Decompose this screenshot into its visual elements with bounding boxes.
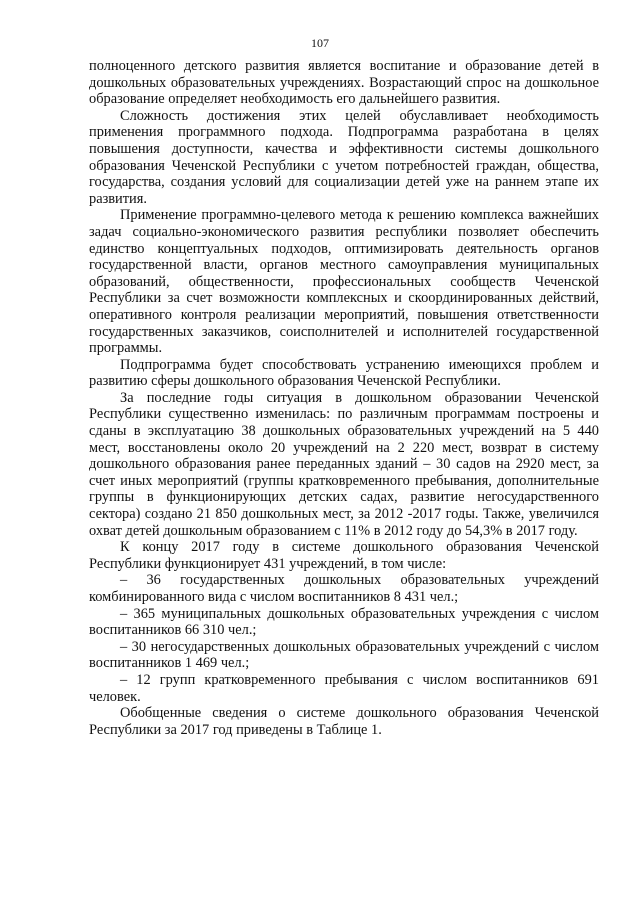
list-item-state-institutions: – 36 государственных дошкольных образовательных учреждений комбинированного вида с числом воспитанников 8 431 чел.; [89,572,599,605]
paragraph-table-reference: Обобщенные сведения о системе дошкольного образования Чеченской Республики за 2017 год приведены в Таблице 1. [89,705,599,738]
page-number: 107 [311,36,329,50]
paragraph-subprogram-goal: Подпрограмма будет способствовать устранению имеющихся проблем и развитию сферы дошкольного образования Чеченской Республики. [89,356,599,390]
paragraph-program-approach: Сложность достижения этих целей обуславливает необходимость применения программного подхода. Подпрограмма разработана в целях повышения доступности, качества и эффективности системы дошкольного образования Чеченской Республики с учетом потребностей граждан, общества, государства, создания условий для социализации детей уже на раннем этапе их развития. [89,107,599,207]
list-item-private-institutions: – 30 негосударственных дошкольных образовательных учреждений с числом воспитанников 1 469 чел.; [89,638,599,672]
paragraph-recent-situation: За последние годы ситуация в дошкольном образовании Чеченской Республики существенно изменилась: по различным программам построены и сданы в эксплуатацию 38 дошкольных образовательных учреждений на 5 440 мест, восстановлены около 20 учреждений на 2 220 мест, возврат в систему дошкольного образования ранее переданных зданий – 30 садов на 2920 мест, за счет иных мероприятий (группы кратковременного пребывания, дополнительные группы в функционирующих детских садах, развитие негосударственного сектора) создано 21 850 дошкольных мест, за 2012 -2017 годы. Также, увеличился охват детей дошкольным образованием с 11% в 2012 году до 54,3% в 2017 году. [89,389,599,539]
paragraph-institutions-total: К концу 2017 году в системе дошкольного образования Чеченской Республики функционирует 431 учреждений, в том числе: [89,539,599,572]
list-item-municipal-institutions: – 365 муниципальных дошкольных образовательных учреждения с числом воспитанников 66 310 чел.; [89,605,599,639]
paragraph-program-target-method: Применение программно-целевого метода к решению комплекса важнейших задач социально-экономического развития республики позволяет обеспечить единство концептуальных подходов, оптимизировать деятельность органов государственной власти, органов местного самоуправления муниципальных образований, общественности, профессиональных сообществ Чеченской Республики за счет возможности комплексных и скоординированных действий, оперативного контроля реализации мероприятий, повышения ответственности государственных заказчиков, соисполнителей и исполнителей государственной программы. [89,207,599,357]
list-item-short-stay-groups: – 12 групп кратковременного пребывания с числом воспитанников 691 человек. [89,671,599,705]
document-body [89,58,599,738]
paragraph-continuation: полноценного детского развития является воспитание и образование детей в дошкольных образовательных учреждениях. Возрастающий спрос на дошкольное образование определяет необходимость его дальнейшего развития. [89,58,599,108]
